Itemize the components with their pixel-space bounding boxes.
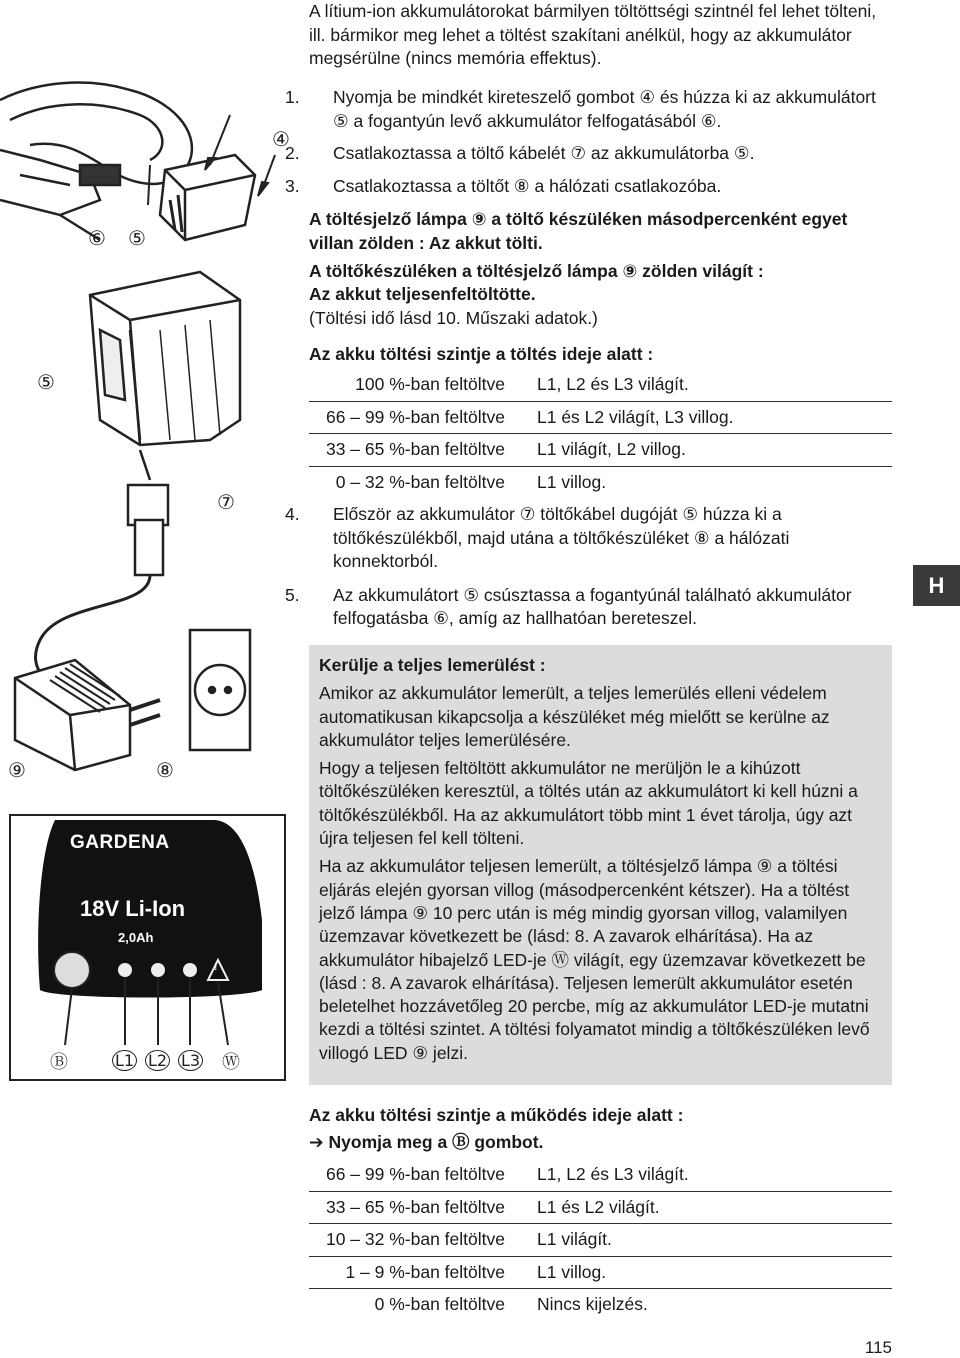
callout-7: ⑦ — [217, 490, 235, 514]
table-row: 0 – 32 %-ban feltöltve L1 villog. — [335, 471, 607, 492]
note-paragraph-3: Ha az akkumulátor teljesen lemerült, a töltésjelző lámpa ⑨ a töltési eljárás elején gyorsan villog (másodpercenként kétszer). Ha a töltést jelző lámpa ⑨ 10 perc után is még mindig gyorsan villog, valamilyen üzemzavar következett be (lásd: 8. A zavarok elhárítása). Ha az akkumulátor hibajelző LED-je Ⓦ világít, egy üzemzavar következett be (lásd : 8. A zavarok elhárítása). Teljesen lemerült akkumulátor esetén beletelhet hozzávetőleg 20 percbe, míg az akkumulátor LED-je mutatni kezdi a töltési szintet. A töltési folyamatot mindig a töltőkészüléken levő villogó LED ⑨ jelzi. — [319, 856, 870, 1063]
charging-level-table — [309, 369, 892, 498]
callout-W: Ⓦ — [222, 1052, 240, 1073]
callout-9: ⑨ — [8, 758, 26, 782]
table2-title: Az akku töltési szintje a működés ideje alatt : — [309, 1105, 684, 1125]
steps-list-1 — [285, 86, 889, 198]
callout-L2: L2 — [145, 1050, 170, 1071]
intro-paragraph: A lítium-ion akkumulátorokat bármilyen töltöttségi szintnél fel lehet tölteni, ill. bármikor meg lehet a töltést szakítani anélkül, hogy az akkumulátor megsérülne (nincs memória effektus). — [309, 1, 877, 68]
callout-5-top: ⑤ — [128, 226, 146, 250]
battery-with-charger-drawing — [90, 272, 240, 575]
table-row: 100 %-ban feltöltve L1, L2 és L3 világít. — [309, 369, 892, 402]
table1-title: Az akku töltési szintje a töltés ideje alatt : — [309, 344, 654, 364]
warning-icon: ! — [214, 962, 218, 973]
table-row: 0 %-ban feltöltve Nincs kijelzés. — [374, 1294, 648, 1314]
note-paragraph-2: Hogy a teljesen feltöltött akkumulátor ne merüljön le a kihúzott töltőkészüléken keresztül, a töltés után az akkumulátort ki kell húzni a töltőkészülékből. Ha az akkumulátort több mint 1 évet tárolja, úgy azt újra teljesen fel kell tölteni. — [319, 758, 858, 849]
step-4: 4. Először az akkumulátor ⑦ töltőkábel dugóját ⑤ húzza ki a töltőkészülékből, majd utána a töltőkészüléket ⑧ a hálózati konnektorból. — [285, 504, 790, 571]
note-paragraph-1: Amikor az akkumulátor lemerült, a teljes lemerülés elleni védelem automatikusan kikapcsolja a készüléket még mielőtt se kerülne az akkumulátor teljes lemerülésére. — [319, 683, 830, 750]
language-tab: H — [913, 565, 960, 606]
callout-6: ⑥ — [88, 226, 106, 250]
step-1: 1. Nyomja be mindkét kireteszelő gombot ④ és húzza ki az akkumulátort ⑤ a fogantyún levő akkumulátor felfogatásából ⑥. — [285, 87, 876, 131]
step-2: 2. Csatlakoztassa a töltő kábelét ⑦ az akkumulátorba ⑤. — [285, 143, 755, 163]
wall-socket-drawing — [190, 630, 250, 750]
step-3: 3. Csatlakoztassa a töltőt ⑧ a hálózati csatlakozóba. — [285, 175, 722, 196]
battery-label-panel — [10, 815, 285, 1080]
brand-logo-text: GARDENA — [70, 832, 170, 853]
table2-instruction: ➔ Nyomja meg a Ⓑ gombot. — [309, 1132, 544, 1152]
callout-B: Ⓑ — [50, 1052, 68, 1073]
charged-indicator-line2: Az akkut teljesenfeltöltötte. — [309, 284, 536, 304]
charge-time-note: (Töltési idő lásd 10. Műszaki adatok.) — [309, 308, 598, 328]
table-row: 1 – 9 %-ban feltöltve L1 villog. — [309, 1257, 892, 1290]
callout-L3: L3 — [178, 1050, 203, 1071]
note-title: Kerülje a teljes lemerülést : — [319, 655, 546, 675]
table-row: 10 – 32 %-ban feltöltve L1 világít. — [309, 1224, 892, 1257]
steps-list-2 — [285, 503, 869, 631]
table-row: 66 – 99 %-ban feltöltve L1, L2 és L3 világít. — [309, 1159, 892, 1192]
step-5: 5. Az akkumulátort ⑤ csúsztassa a fogantyúnál található akkumulátor felfogatásba ⑥, amíg az hallhatóan bereteszel. — [285, 584, 852, 628]
table-row: 33 – 65 %-ban feltöltve L1 világít, L2 villog. — [309, 434, 892, 467]
page-number: 115 — [864, 1338, 892, 1357]
deep-discharge-note-box — [309, 645, 892, 1085]
charger-drawing — [15, 660, 160, 770]
callout-L1: L1 — [112, 1050, 137, 1071]
battery-capacity: 2,0Ah — [118, 930, 154, 945]
callout-5-side: ⑤ — [37, 370, 55, 394]
callout-8: ⑧ — [156, 758, 174, 782]
charged-indicator-line1: A töltőkészüléken a töltésjelző lámpa ⑨ zölden világít : — [309, 261, 764, 281]
charging-indicator-text: A töltésjelző lámpa ⑨ a töltő készüléken másodpercenként egyet villan zölden : Az akkut tölti. — [309, 209, 848, 253]
operating-level-table — [309, 1159, 892, 1321]
table-row: 33 – 65 %-ban feltöltve L1 és L2 világít. — [309, 1192, 892, 1225]
illustration — [0, 70, 300, 1130]
callout-4: ④ — [272, 127, 290, 151]
battery-label: 18V Li-Ion — [80, 896, 186, 921]
table-row: 66 – 99 %-ban feltöltve L1 és L2 világít, L3 villog. — [309, 402, 892, 435]
